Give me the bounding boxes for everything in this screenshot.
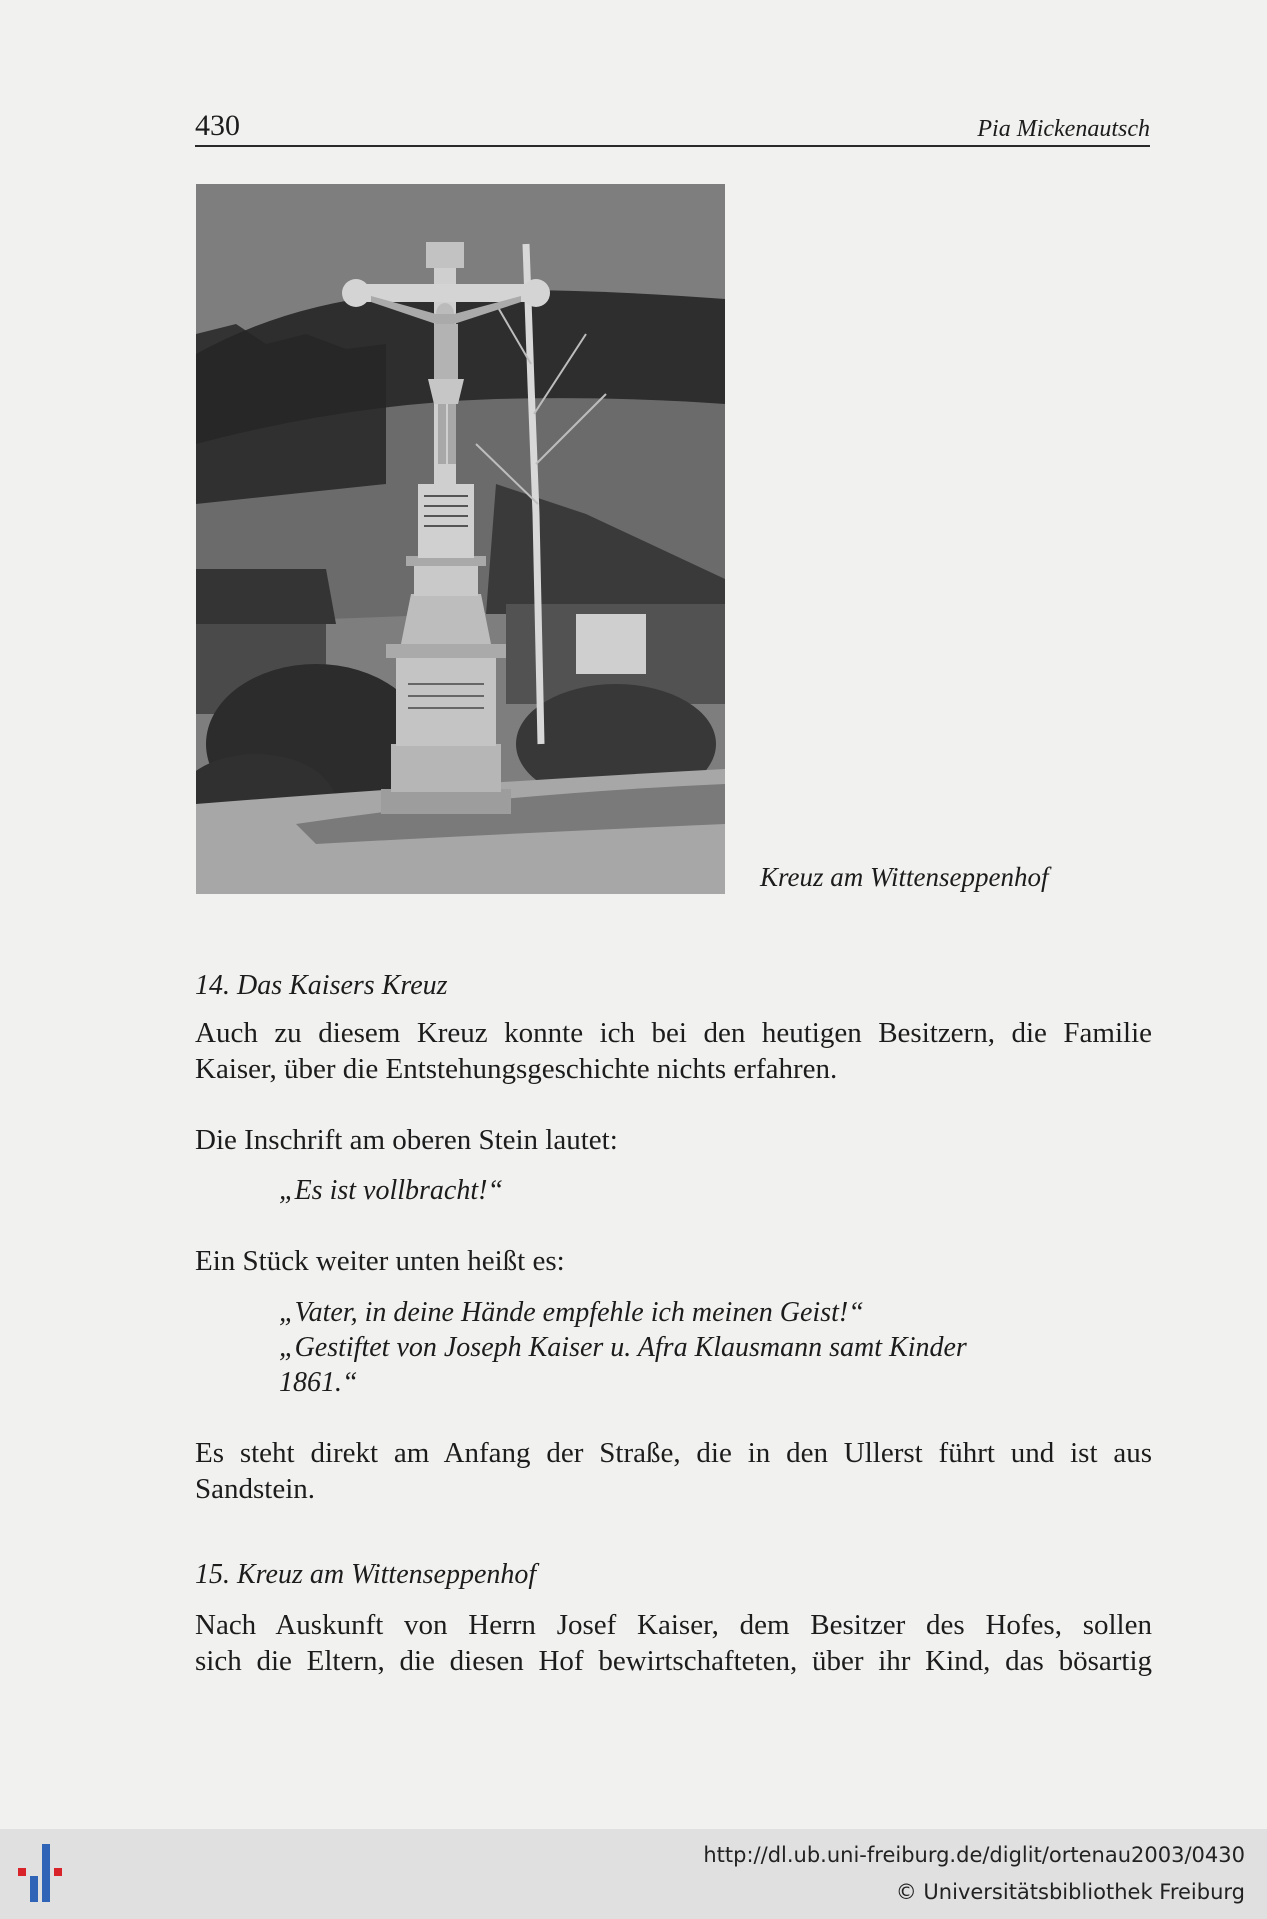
quote-inscription-upper: „Es ist vollbracht!“: [279, 1175, 504, 1206]
footer-permalink[interactable]: http://dl.ub.uni-freiburg.de/diglit/ortenau2003/0430: [703, 1843, 1245, 1867]
quote-inscription-lower-line-2: „Gestiftet von Joseph Kaiser u. Afra Klausmann samt Kinder: [279, 1332, 967, 1363]
quote-inscription-lower-line-1: „Vater, in deine Hände empfehle ich meinen Geist!“: [279, 1297, 864, 1328]
figure-caption: Kreuz am Wittenseppenhof: [760, 862, 1049, 892]
ub-freiburg-logo-icon: [14, 1838, 84, 1908]
photo-illustration: [196, 184, 725, 894]
section-15-paragraph-1-line-2: sich die Eltern, die diesen Hof bewirtschafteten, über ihr Kind, das bösartig: [195, 1645, 1152, 1677]
section-14-heading: 14. Das Kaisers Kreuz: [195, 970, 448, 1001]
section-14-paragraph-2: Die Inschrift am oberen Stein lautet:: [195, 1124, 618, 1156]
section-14-paragraph-1-line-1: Auch zu diesem Kreuz konnte ich bei den heutigen Besitzern, die Familie: [195, 1017, 1152, 1049]
section-15-paragraph-1-line-1: Nach Auskunft von Herrn Josef Kaiser, dem Besitzer des Hofes, sollen: [195, 1609, 1152, 1641]
section-14-paragraph-3: Ein Stück weiter unten heißt es:: [195, 1245, 565, 1277]
page-number: 430: [195, 109, 240, 142]
section-15-heading: 15. Kreuz am Wittenseppenhof: [195, 1559, 537, 1590]
section-14-paragraph-4-line-1: Es steht direkt am Anfang der Straße, die in den Ullerst führt und ist aus: [195, 1437, 1152, 1469]
header-rule: [195, 145, 1150, 147]
running-head-author: Pia Mickenautsch: [977, 116, 1150, 142]
quote-inscription-lower-line-3: 1861.“: [279, 1367, 358, 1398]
section-14-paragraph-1-line-2: Kaiser, über die Entstehungsgeschichte nichts erfahren.: [195, 1053, 838, 1085]
wayside-cross-photo: [196, 184, 725, 894]
footer-copyright: © Universitätsbibliothek Freiburg: [895, 1880, 1245, 1904]
section-14-paragraph-4-line-2: Sandstein.: [195, 1473, 316, 1505]
